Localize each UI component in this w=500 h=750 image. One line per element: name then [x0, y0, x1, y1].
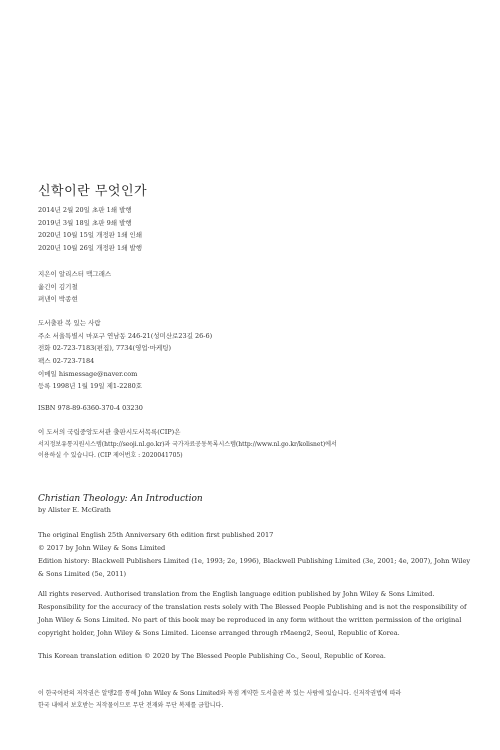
rights-notice — [38, 588, 478, 639]
edition-line: 2019년 3월 18일 초판 9쇄 발행 — [38, 218, 132, 227]
publisher-info — [38, 317, 212, 393]
publisher-email: 이메일 hismessage@naver.com — [38, 369, 138, 378]
publisher-address: 주소 서울특별시 마포구 연남동 246-21(성미산로23길 26-6) — [38, 331, 213, 340]
publisher-fax: 팩스 02-723-7184 — [38, 357, 95, 366]
edition-line: 2020년 10월 15일 개정판 1쇄 인쇄 — [38, 231, 143, 240]
original-line: © 2017 by John Wiley & Sons Limited — [38, 543, 166, 552]
original-line: Edition history: Blackwell Publishers Limited (1e, 1993; 2e, 1996), Blackwell Publishing Limited (3e, 2001; 4e, 2007), John Wiley & Sons Limited (5e, 2011) — [38, 556, 471, 578]
publisher-name: 도서출판 복 있는 사람 — [38, 319, 101, 327]
cip-line: 서지정보유통지원시스템(http://seoji.nl.go.kr)과 국가자료공동목록시스템(http://www.nl.go.kr/kolisnet)에서 — [38, 440, 337, 448]
isbn — [38, 402, 143, 415]
footer-line: 이 한국어판의 저작권은 알맹2를 통해 John Wiley & Sons Limited와 독점 계약한 도서출판 복 있는 사람에 있습니다. 신저작권법에 따라 — [38, 690, 402, 697]
translator-line: 옮긴이 김기철 — [38, 282, 78, 291]
author-line: 지은이 알리스터 맥그래스 — [38, 270, 112, 278]
credits — [38, 268, 111, 306]
cip-line: 이 도서의 국립중앙도서관 출판시도서목록(CIP)은 — [38, 428, 181, 436]
edition-history — [38, 204, 142, 255]
original-publication — [38, 529, 478, 580]
cip-info — [38, 426, 337, 462]
footer-line: 한국 내에서 보호받는 저작물이므로 무단 전재와 무단 복제를 금합니다. — [38, 701, 224, 709]
original-edition — [38, 494, 203, 517]
edition-line: 2020년 10월 26일 개정판 1쇄 발행 — [38, 244, 143, 253]
korean-edition-notice — [38, 650, 386, 663]
edition-line: 2014년 2월 20일 초판 1쇄 발행 — [38, 206, 132, 214]
publisher-phone: 전화 02-723-7183(편집), 7734(영업·마케팅) — [38, 344, 172, 353]
original-author: by Alister E. McGrath — [38, 506, 111, 514]
korean-edition-text: This Korean translation edition © 2020 by The Blessed People Publishing Co., Seoul, Republic of Korea. — [38, 652, 386, 660]
publisher-registration: 등록 1998년 1월 19일 제1-2280호 — [38, 382, 143, 391]
original-line: The original English 25th Anniversary 6th edition first published 2017 — [38, 531, 274, 539]
isbn-text: ISBN 978-89-6360-370-4 03230 — [38, 404, 143, 412]
rights-text: All rights reserved. Authorised translation from the English language edition published by John Wiley & Sons Limited. Responsibility for the accuracy of the translation rests solely with The Blessed People Publishing and is not the responsibility of John Wiley & Sons Limited. No part of this book may be reproduced in any form without the written permission of the original copyright holder, John Wiley & Sons Limited. License arranged through rMaeng2, Seoul, Republic of Korea. — [38, 590, 467, 637]
publisher-person-line: 펴낸이 박종현 — [38, 295, 78, 304]
cip-line: 이용하실 수 있습니다. (CIP 제어번호 : 2020041705) — [38, 452, 183, 460]
copyright-footer — [38, 688, 401, 711]
original-title: Christian Theology: An Introduction — [38, 494, 203, 504]
book-title: 신학이란 무엇인가 — [38, 184, 148, 199]
